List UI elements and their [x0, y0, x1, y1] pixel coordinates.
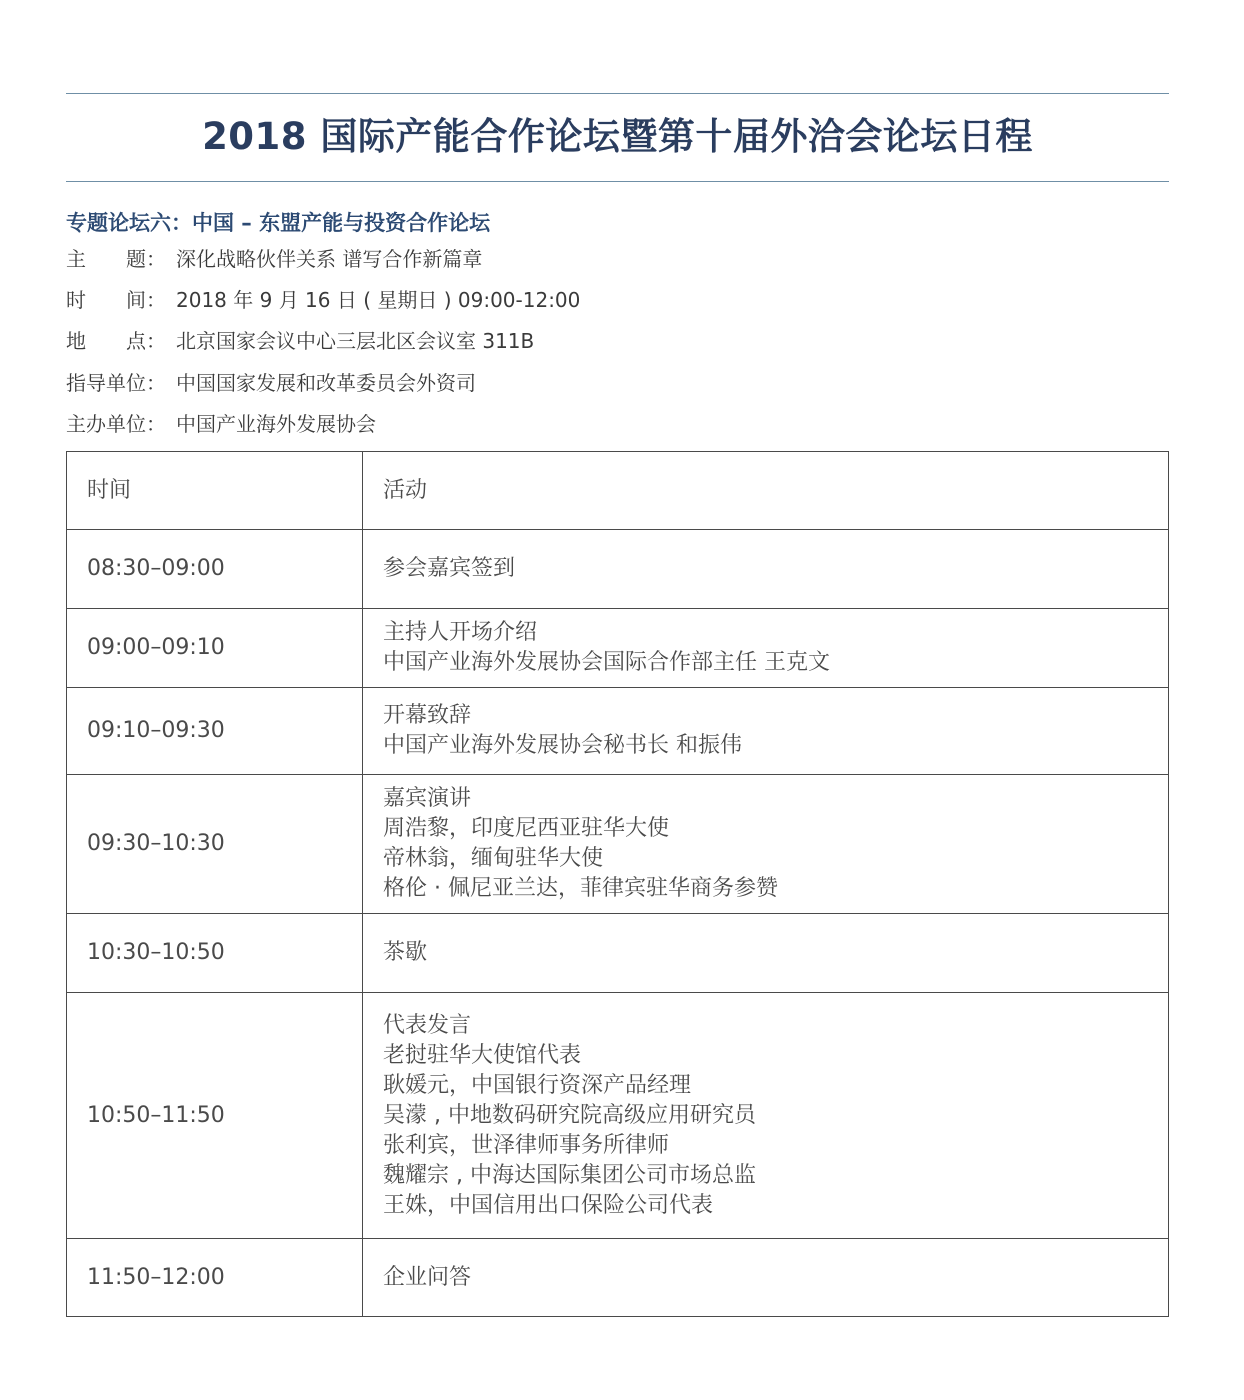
activity-line: 格伦 · 佩尼亚兰达，菲律宾驻华商务参赞 [383, 876, 778, 901]
meta-label: 时 间： [66, 288, 166, 312]
table-row [67, 1239, 1169, 1317]
activity-line: 主持人开场介绍 [383, 620, 538, 645]
activity-line: 王姝，中国信用出口保险公司代表 [383, 1192, 714, 1218]
table-row [67, 914, 1169, 993]
activity-line: 耿媛元，中国银行资深产品经理 [383, 1072, 692, 1098]
table-row [67, 993, 1169, 1239]
meta-label: 主 题： [66, 247, 166, 271]
table-row [67, 530, 1169, 609]
meta-label: 指导单位： [66, 371, 166, 395]
activity-line: 中国产业海外发展协会秘书长 和振伟 [383, 733, 742, 758]
row-activity [363, 993, 1169, 1239]
activity-line: 嘉宾演讲 [383, 786, 472, 811]
row-time: 10:30–10:50 [67, 914, 363, 993]
row-time: 09:10–09:30 [67, 688, 363, 775]
table-row [67, 775, 1169, 914]
activity-line: 代表发言 [383, 1012, 472, 1038]
activity-line: 魏耀宗 , 中海达国际集团公司市场总监 [383, 1162, 756, 1188]
meta-value: 深化战略伙伴关系 谱写合作新篇章 [176, 247, 483, 271]
schedule-table [66, 451, 1169, 1317]
forum-title: 专题论坛六：中国 – 东盟产能与投资合作论坛 [66, 211, 491, 235]
header-activity: 活动 [363, 452, 1169, 530]
activity-line: 帝林翁，缅甸驻华大使 [383, 846, 604, 871]
row-time: 09:00–09:10 [67, 609, 363, 688]
meta-value: 中国产业海外发展协会 [176, 412, 376, 436]
activity-line: 周浩黎，印度尼西亚驻华大使 [383, 816, 670, 841]
meta-theme [66, 244, 482, 274]
title-divider [66, 181, 1169, 182]
meta-value: 2018 年 9 月 16 日 ( 星期日 ) 09:00-12:00 [176, 288, 581, 312]
activity-line: 中国产业海外发展协会国际合作部主任 王克文 [383, 650, 830, 675]
row-time: 09:30–10:30 [67, 775, 363, 914]
row-activity [363, 609, 1169, 688]
activity-line: 企业问答 [383, 1264, 472, 1290]
meta-label: 地 点： [66, 329, 166, 353]
meta-value: 中国国家发展和改革委员会外资司 [176, 371, 476, 395]
meta-value: 北京国家会议中心三层北区会议室 311B [176, 329, 535, 353]
row-activity [363, 530, 1169, 609]
activity-line: 茶歇 [383, 940, 428, 965]
row-activity [363, 914, 1169, 993]
table-header-row [67, 452, 1169, 530]
row-time: 11:50–12:00 [67, 1239, 363, 1317]
row-time: 08:30–09:00 [67, 530, 363, 609]
top-divider [66, 93, 1169, 94]
meta-location [66, 326, 534, 356]
activity-line: 张利宾，世泽律师事务所律师 [383, 1132, 670, 1158]
meta-label: 主办单位： [66, 412, 166, 436]
meta-host-unit [66, 409, 376, 439]
activity-line: 开幕致辞 [383, 703, 472, 728]
row-activity [363, 1239, 1169, 1317]
row-time: 10:50–11:50 [67, 993, 363, 1239]
activity-line: 参会嘉宾签到 [383, 556, 516, 581]
activity-line: 老挝驻华大使馆代表 [383, 1042, 582, 1068]
table-row [67, 609, 1169, 688]
page-title: 2018 国际产能合作论坛暨第十届外洽会论坛日程 [202, 115, 1033, 158]
table-row [67, 688, 1169, 775]
meta-time [66, 285, 580, 315]
meta-guiding-unit [66, 368, 476, 398]
row-activity [363, 775, 1169, 914]
header-time: 时间 [67, 452, 363, 530]
row-activity [363, 688, 1169, 775]
activity-line: 吴濛 , 中地数码研究院高级应用研究员 [383, 1102, 756, 1128]
